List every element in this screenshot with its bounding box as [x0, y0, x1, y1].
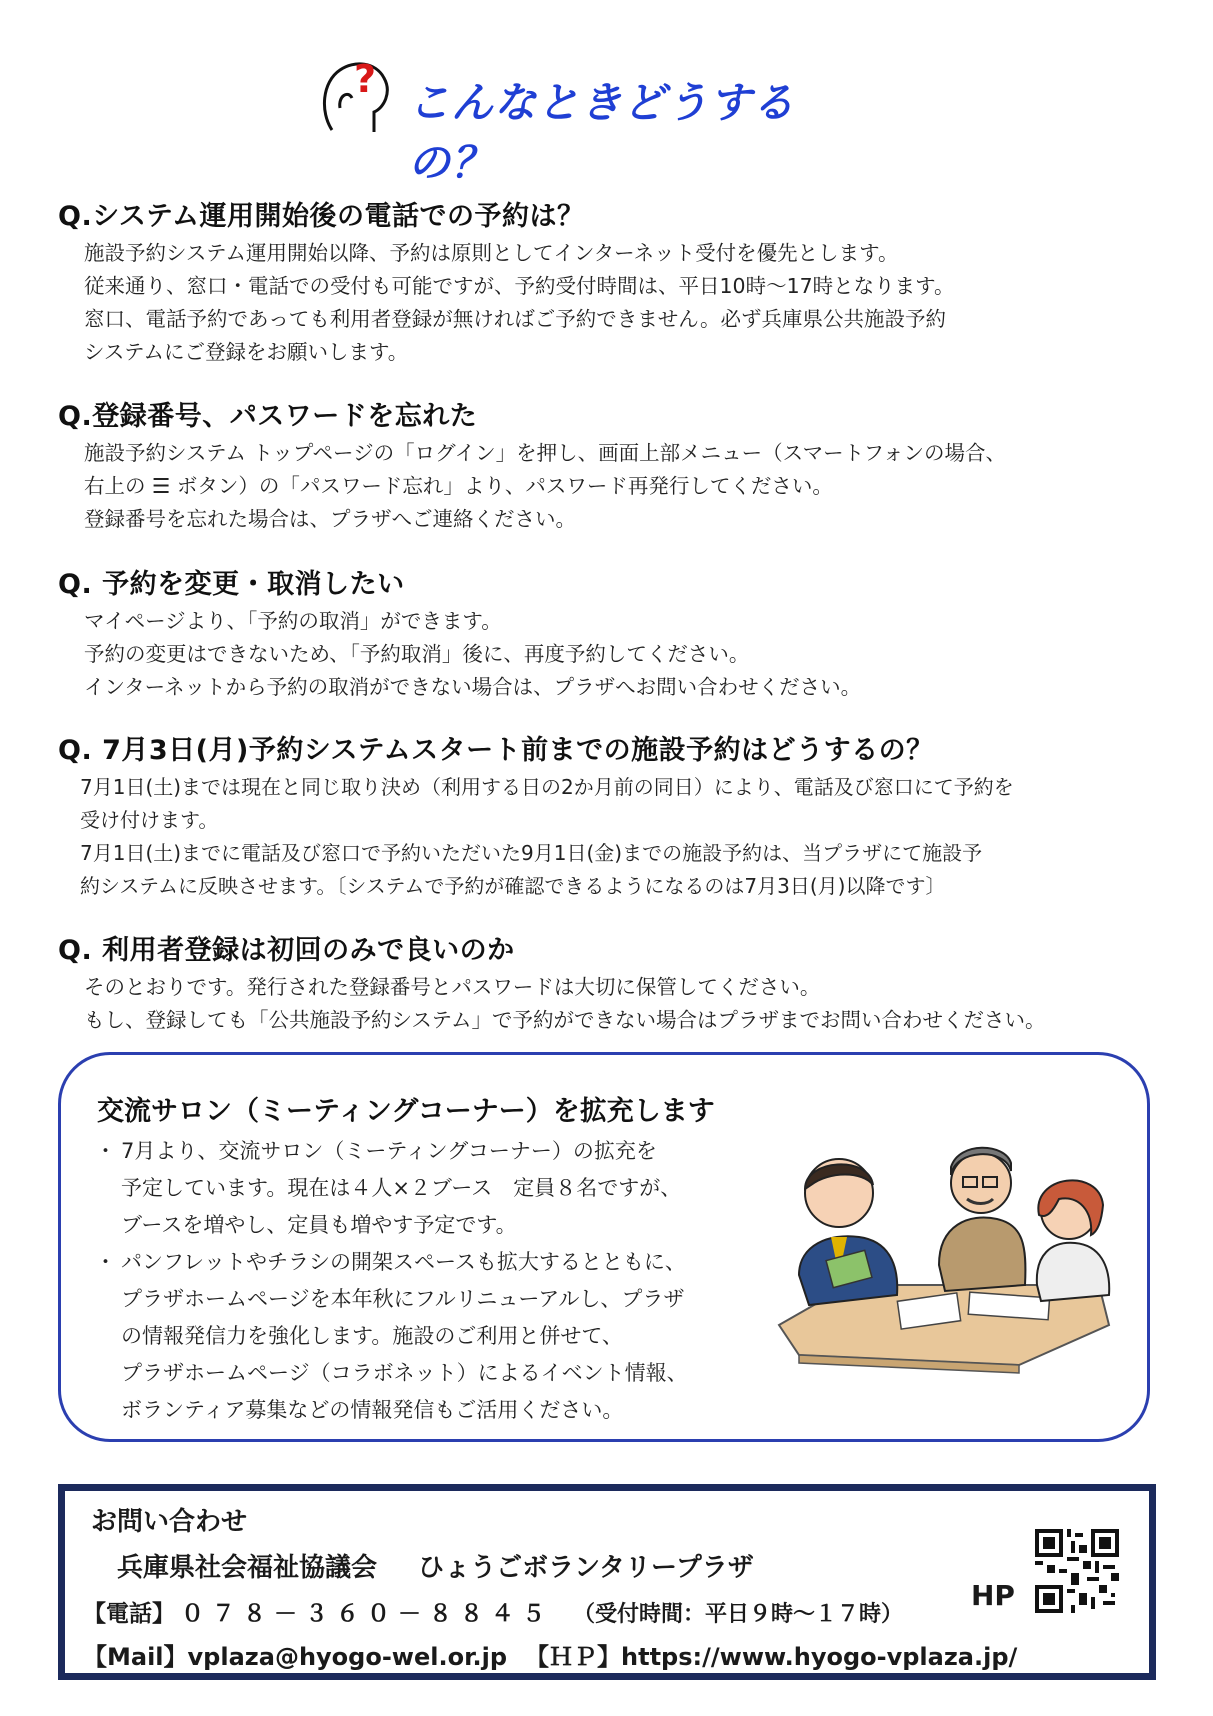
contact-mail: [83, 1637, 1017, 1672]
list-item: [97, 1244, 737, 1429]
bullet-line: ボランティア募集などの情報発信もご活用ください。: [121, 1398, 624, 1422]
bullet-line: 予定しています。現在は４人×２ブース 定員８名ですが、: [121, 1176, 682, 1200]
meeting-illustration: [769, 1115, 1129, 1395]
answer-line: インターネットから予約の取消ができない場合は、プラザへお問い合わせください。: [84, 675, 862, 699]
faq-question: Q.登録番号、パスワードを忘れた: [58, 401, 478, 432]
page-header: [318, 52, 878, 187]
bullet-line: ・ 7月より、交流サロン（ミーティングコーナー）の拡充を: [121, 1139, 657, 1163]
answer-line: 従来通り、窓口・電話での受付も可能ですが、予約受付時間は、平日10時～17時となります。: [84, 274, 955, 298]
faq-answer: [80, 771, 1168, 903]
salon-bullet-list: [97, 1133, 737, 1429]
page-title: こんなときどうするの？: [408, 78, 796, 187]
hp-label: 【ＨＰ】: [525, 1643, 622, 1671]
hp-qr-caption: HP: [971, 1579, 1015, 1612]
bullet-line: ブースを増やし、定員も増やす予定です。: [121, 1213, 517, 1237]
answer-line: 7月1日(土)までは現在と同じ取り決め（利用する日の2か月前の同日）により、電話及び窓口にて予約を: [80, 775, 1014, 799]
faq-registration: [58, 928, 1168, 1037]
answer-line: 約システムに反映させます。〔システムで予約が確認できるようになるのは7月3日(月)以降です〕: [80, 874, 946, 898]
svg-text:?: ?: [354, 57, 377, 101]
answer-line: 窓口、電話予約であっても利用者登録が無ければご予約できません。必ず兵庫県公共施設予約: [84, 307, 947, 331]
office-hours: （受付時間：平日９時～１７時）: [573, 1602, 904, 1627]
contact-box: [58, 1484, 1156, 1680]
answer-line: システムにご登録をお願いします。: [84, 340, 409, 364]
organization-name: [117, 1547, 754, 1584]
phone-label: 【電話】: [83, 1601, 175, 1627]
answer-line: 施設予約システム トップページの「ログイン」を押し、画面上部メニュー（スマートフォンの場合、: [84, 441, 1007, 465]
answer-line: そのとおりです。発行された登録番号とパスワードは大切に保管してください。: [84, 975, 821, 999]
answer-line: 受け付けます。: [80, 808, 219, 832]
faq-change-cancel: [58, 562, 1168, 704]
answer-line: 7月1日(土)までに電話及び窓口で予約いただいた9月1日(金)までの施設予約は、当プラザにて施設予: [80, 841, 983, 865]
faq-answer: [84, 971, 1168, 1037]
salon-title: 交流サロン（ミーティングコーナー）を拡充します: [97, 1096, 715, 1127]
answer-line: もし、登録しても「公共施設予約システム」で予約ができない場合はプラザまでお問い合わせください。: [84, 1008, 1046, 1032]
org-name-primary: 兵庫県社会福祉協議会: [117, 1553, 378, 1583]
phone-number[interactable]: ０７８－３６０－８８４５: [181, 1601, 553, 1627]
faq-phone-booking: [58, 194, 1168, 369]
faq-answer: [84, 605, 1168, 704]
faq-answer: [84, 437, 1168, 536]
answer-line: 予約の変更はできないため、「予約取消」後に、再度予約してください。: [84, 642, 750, 666]
faq-question: Q.システム運用開始後の電話での予約は？: [58, 201, 585, 232]
homepage-link[interactable]: https://www.hyogo-vplaza.jp/: [621, 1643, 1018, 1671]
mail-address-link[interactable]: vplaza@hyogo-wel.or.jp: [187, 1643, 508, 1671]
answer-line: 登録番号を忘れた場合は、プラザへご連絡ください。: [84, 507, 576, 531]
faq-answer: [84, 237, 1168, 369]
faq-forgot-password: [58, 394, 1168, 536]
thinking-person-icon: [318, 52, 396, 140]
answer-line: 右上の ☰ ボタン）の「パスワード忘れ」より、パスワード再発行してください。: [84, 474, 833, 498]
faq-before-launch: [58, 728, 1168, 903]
mail-label: 【Mail】: [83, 1643, 188, 1671]
bullet-line: プラザホームページ（コラボネット）によるイベント情報、: [121, 1361, 688, 1385]
answer-line: 施設予約システム運用開始以降、予約は原則としてインターネット受付を優先とします。: [84, 241, 899, 265]
bullet-line: の情報発信力を強化します。施設のご利用と併せて、: [121, 1324, 623, 1348]
qr-code-icon[interactable]: [1035, 1529, 1119, 1613]
salon-notice-box: [58, 1052, 1150, 1442]
faq-question: Q. 予約を変更・取消したい: [58, 569, 405, 600]
faq-question: Q. 7月3日(月)予約システムスタート前までの施設予約はどうするの？: [58, 735, 934, 766]
faq-question: Q. 利用者登録は初回のみで良いのか: [58, 935, 515, 966]
org-name-secondary: ひょうごボランタリープラザ: [418, 1553, 754, 1583]
contact-title: お問い合わせ: [91, 1507, 248, 1537]
list-item: [97, 1133, 737, 1244]
bullet-line: プラザホームページを本年秋にフルリニューアルし、プラザ: [121, 1287, 685, 1311]
bullet-line: ・ パンフレットやチラシの開架スペースも拡大するとともに、: [121, 1250, 686, 1274]
answer-line: マイページより、「予約の取消」ができます。: [84, 609, 502, 633]
contact-phone: [83, 1595, 903, 1628]
